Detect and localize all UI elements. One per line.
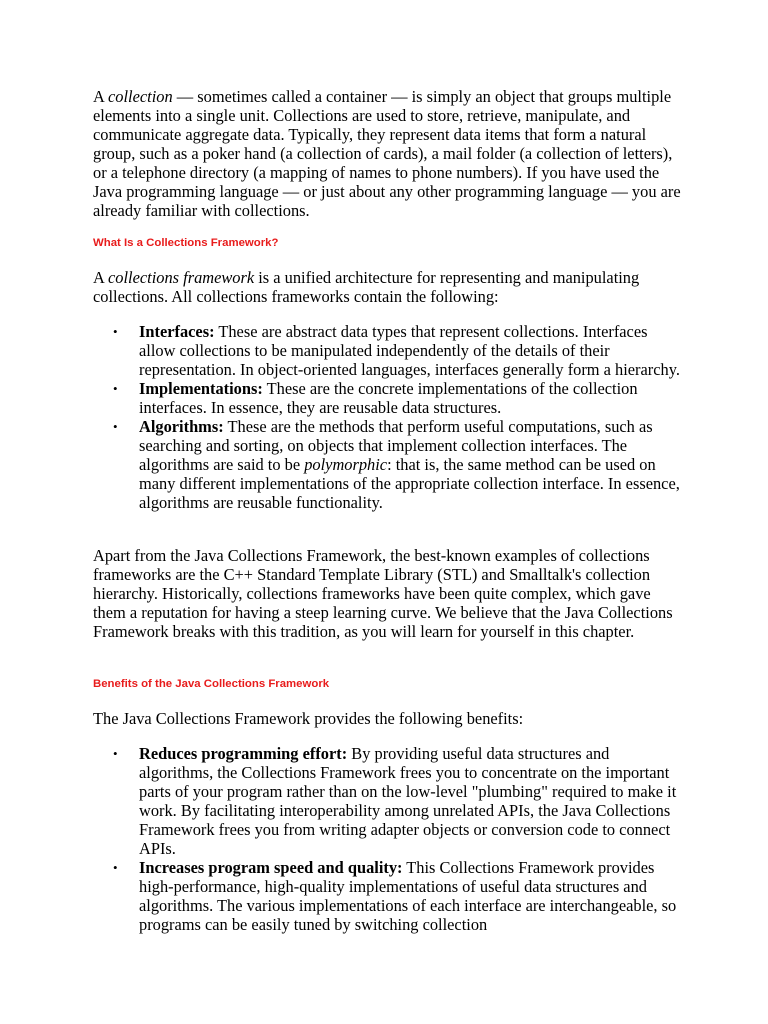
benefits-intro-paragraph: The Java Collections Framework provides the following benefits: <box>93 709 524 728</box>
bullet-icon: • <box>113 419 118 434</box>
bullet-icon: • <box>113 746 118 761</box>
section-heading-benefits: Benefits of the Java Collections Framework <box>93 678 330 690</box>
bullet-icon: • <box>113 381 118 396</box>
framework-definition-paragraph: A collections framework is a unified architecture for representing and manipulating collections. All collections frameworks contain the following: <box>93 268 640 306</box>
term-collection: collection <box>108 87 173 106</box>
list-item-interfaces: • Interfaces: These are abstract data types that represent collections. Interfaces allow collections to be manipulated independently of the details of their representation. In object-oriented languages, interfaces generally form a hierarchy. <box>113 322 680 379</box>
closing-paragraph: Apart from the Java Collections Framework, the best-known examples of collections frameworks are the C++ Standard Template Library (STL) and Smalltalk's collection hierarchy. Historically, collections frameworks have been quite complex, which gave them a reputation for having a steep learning curve. We believe that the Java Collections Framework breaks with this tradition, as you will learn for yourself in this chapter. <box>93 546 673 641</box>
list-item-reduces-effort: • Reduces programming effort: By providing useful data structures and algorithms, the Collections Framework frees you to concentrate on the important parts of your program rather than on the low-level "plumbing" required to make it work. By facilitating interoperability among unrelated APIs, the Java Collections Framework frees you from writing adapter objects or conversion code to connect APIs. <box>113 744 677 858</box>
section-heading-framework: What Is a Collections Framework? <box>93 237 279 249</box>
framework-components-list <box>93 322 683 512</box>
benefits-list <box>93 744 683 934</box>
bullet-icon: • <box>113 860 118 875</box>
list-item-implementations: • Implementations: These are the concrete implementations of the collection interfaces. In essence, they are reusable data structures. <box>113 379 638 417</box>
bullet-icon: • <box>113 324 118 339</box>
term-collections-framework: collections framework <box>108 268 255 287</box>
list-item-increases-speed: • Increases program speed and quality: This Collections Framework provides high-performance, high-quality implementations of useful data structures and algorithms. The various implementations of each interface are interchangeable, so programs can be easily tuned by switching collection <box>113 858 677 934</box>
intro-paragraph: A collection — sometimes called a container — is simply an object that groups multiple elements into a single unit. Collections are used to store, retrieve, manipulate, and communicate aggregate data. Typically, they represent data items that form a natural group, such as a poker hand (a collection of cards), a mail folder (a collection of letters), or a telephone directory (a mapping of names to phone numbers). If you have used the Java programming language — or just about any other programming language — you are already familiar with collections. <box>93 87 681 220</box>
list-item-algorithms: • Algorithms: These are the methods that perform useful computations, such as searching and sorting, on objects that implement collection interfaces. The algorithms are said to be polymorphic: that is, the same method can be used on many different implementations of the appropriate collection interface. In essence, algorithms are reusable functionality. <box>113 417 680 512</box>
